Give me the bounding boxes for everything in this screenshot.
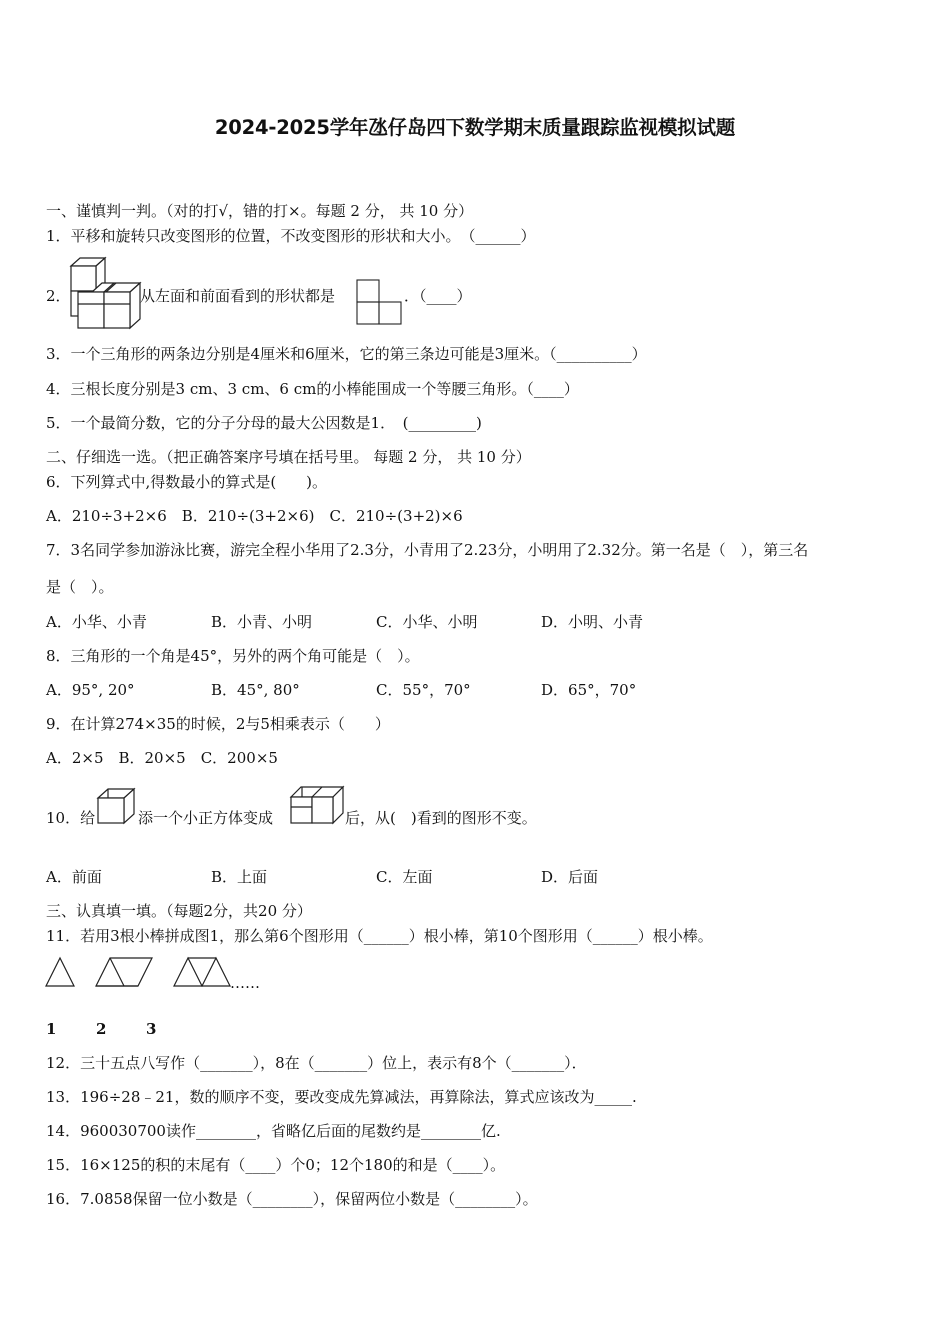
option-d: D．65°，70° xyxy=(541,681,637,699)
ellipsis: …… xyxy=(230,974,260,992)
question-13: 13．196÷28﹣21，数的顺序不变，要改变成先算减法，再算除法，算式应该改为_____. xyxy=(46,1088,637,1106)
question-1: 1．平移和旋转只改变图形的位置，不改变图形的形状和大小。 （______） xyxy=(46,227,536,245)
option-a: A．前面 xyxy=(46,868,102,886)
question-6-options: A．210÷3+2×6 B．210÷(3+2×6) C．210÷(3+2)×6 xyxy=(46,507,463,525)
option-a: A．95°, 20° xyxy=(46,681,135,699)
option-c: C．左面 xyxy=(376,868,433,886)
question-10-tail: 后，从( )看到的图形不变。 xyxy=(345,809,537,827)
triangle-figure-2 xyxy=(96,958,152,986)
figure-label-2: 2 xyxy=(96,1020,107,1038)
option-b: B．上面 xyxy=(211,868,268,886)
option-c: C．小华、小明 xyxy=(376,613,478,631)
option-c: C．55°，70° xyxy=(376,681,471,699)
square-shape-figure xyxy=(356,279,404,327)
option-b: B．小青、小明 xyxy=(211,613,313,631)
question-16: 16．7.0858保留一位小数是（________），保留两位小数是（________）。 xyxy=(46,1190,538,1208)
question-5: 5．一个最简分数，它的分子分母的最大公因数是1． (_________) xyxy=(46,414,482,432)
question-8: 8．三角形的一个角是45°，另外的两个角可能是（ ）。 xyxy=(46,647,420,665)
option-d: D．后面 xyxy=(541,868,599,886)
question-7-line-2: 是（ ）。 xyxy=(46,578,114,596)
figure-label-1: 1 xyxy=(46,1020,57,1038)
question-15: 15．16×125的积的末尾有（____）个0；12个180的和是（____）。 xyxy=(46,1156,506,1174)
question-9: 9．在计算274×35的时候，2与5相乘表示（ ） xyxy=(46,715,390,733)
question-10-mid: 添一个小正方体变成 xyxy=(138,809,274,827)
section-3-heading: 三、认真填一填。（每题2分，共20 分） xyxy=(46,902,312,920)
question-10-number: 10．给 xyxy=(46,809,96,827)
section-2-heading: 二、仔细选一选。（把正确答案序号填在括号里。 每题 2 分， 共 10 分） xyxy=(46,448,531,466)
question-7-options xyxy=(46,612,643,632)
question-7-line-1: 7．3名同学参加游泳比赛，游完全程小华用了2.3分，小青用了2.23分，小明用了2.32分。第一名是（ ），第三名 xyxy=(46,541,809,559)
stick-triangles-figure xyxy=(44,956,236,988)
question-3: 3．一个三角形的两条边分别是4厘米和6厘米，它的第三条边可能是3厘米。（__________） xyxy=(46,345,647,363)
triangle-figure-1 xyxy=(46,958,74,986)
two-cubes-figure xyxy=(289,783,345,825)
figure-label-3: 3 xyxy=(146,1020,157,1038)
option-a: A．小华、小青 xyxy=(46,613,147,631)
question-10-options xyxy=(46,867,598,887)
question-2-tail: ．（____） xyxy=(404,287,472,305)
question-2-number: 2． xyxy=(46,287,71,305)
question-11: 11．若用3根小棒拼成图1，那么第6个图形用（______）根小棒，第10个图形用（______）根小棒。 xyxy=(46,927,713,945)
option-d: D．小明、小青 xyxy=(541,613,644,631)
cube-stack-figure xyxy=(68,256,140,330)
question-6: 6．下列算式中,得数最小的算式是( )。 xyxy=(46,473,328,491)
triangle-figure-3 xyxy=(174,958,230,986)
section-1-heading: 一、谨慎判一判。（对的打√，错的打×。每题 2 分， 共 10 分） xyxy=(46,202,474,220)
question-14: 14．960030700读作________，省略亿后面的尾数约是________亿. xyxy=(46,1122,501,1140)
single-cube-figure xyxy=(96,786,136,826)
question-2-text: 从左面和前面看到的形状都是 xyxy=(140,287,336,305)
question-9-options: A．2×5 B．20×5 C．200×5 xyxy=(46,749,278,767)
question-8-options xyxy=(46,680,636,700)
page-title: 2024-2025学年氹仔岛四下数学期末质量跟踪监视模拟试题 xyxy=(214,116,736,139)
question-12: 12．三十五点八写作（_______），8在（_______）位上，表示有8个（_______）． xyxy=(46,1054,587,1072)
question-4: 4．三根长度分别是3 cm、3 cm、6 cm的小棒能围成一个等腰三角形。（____） xyxy=(46,380,579,398)
option-b: B．45°, 80° xyxy=(211,681,300,699)
